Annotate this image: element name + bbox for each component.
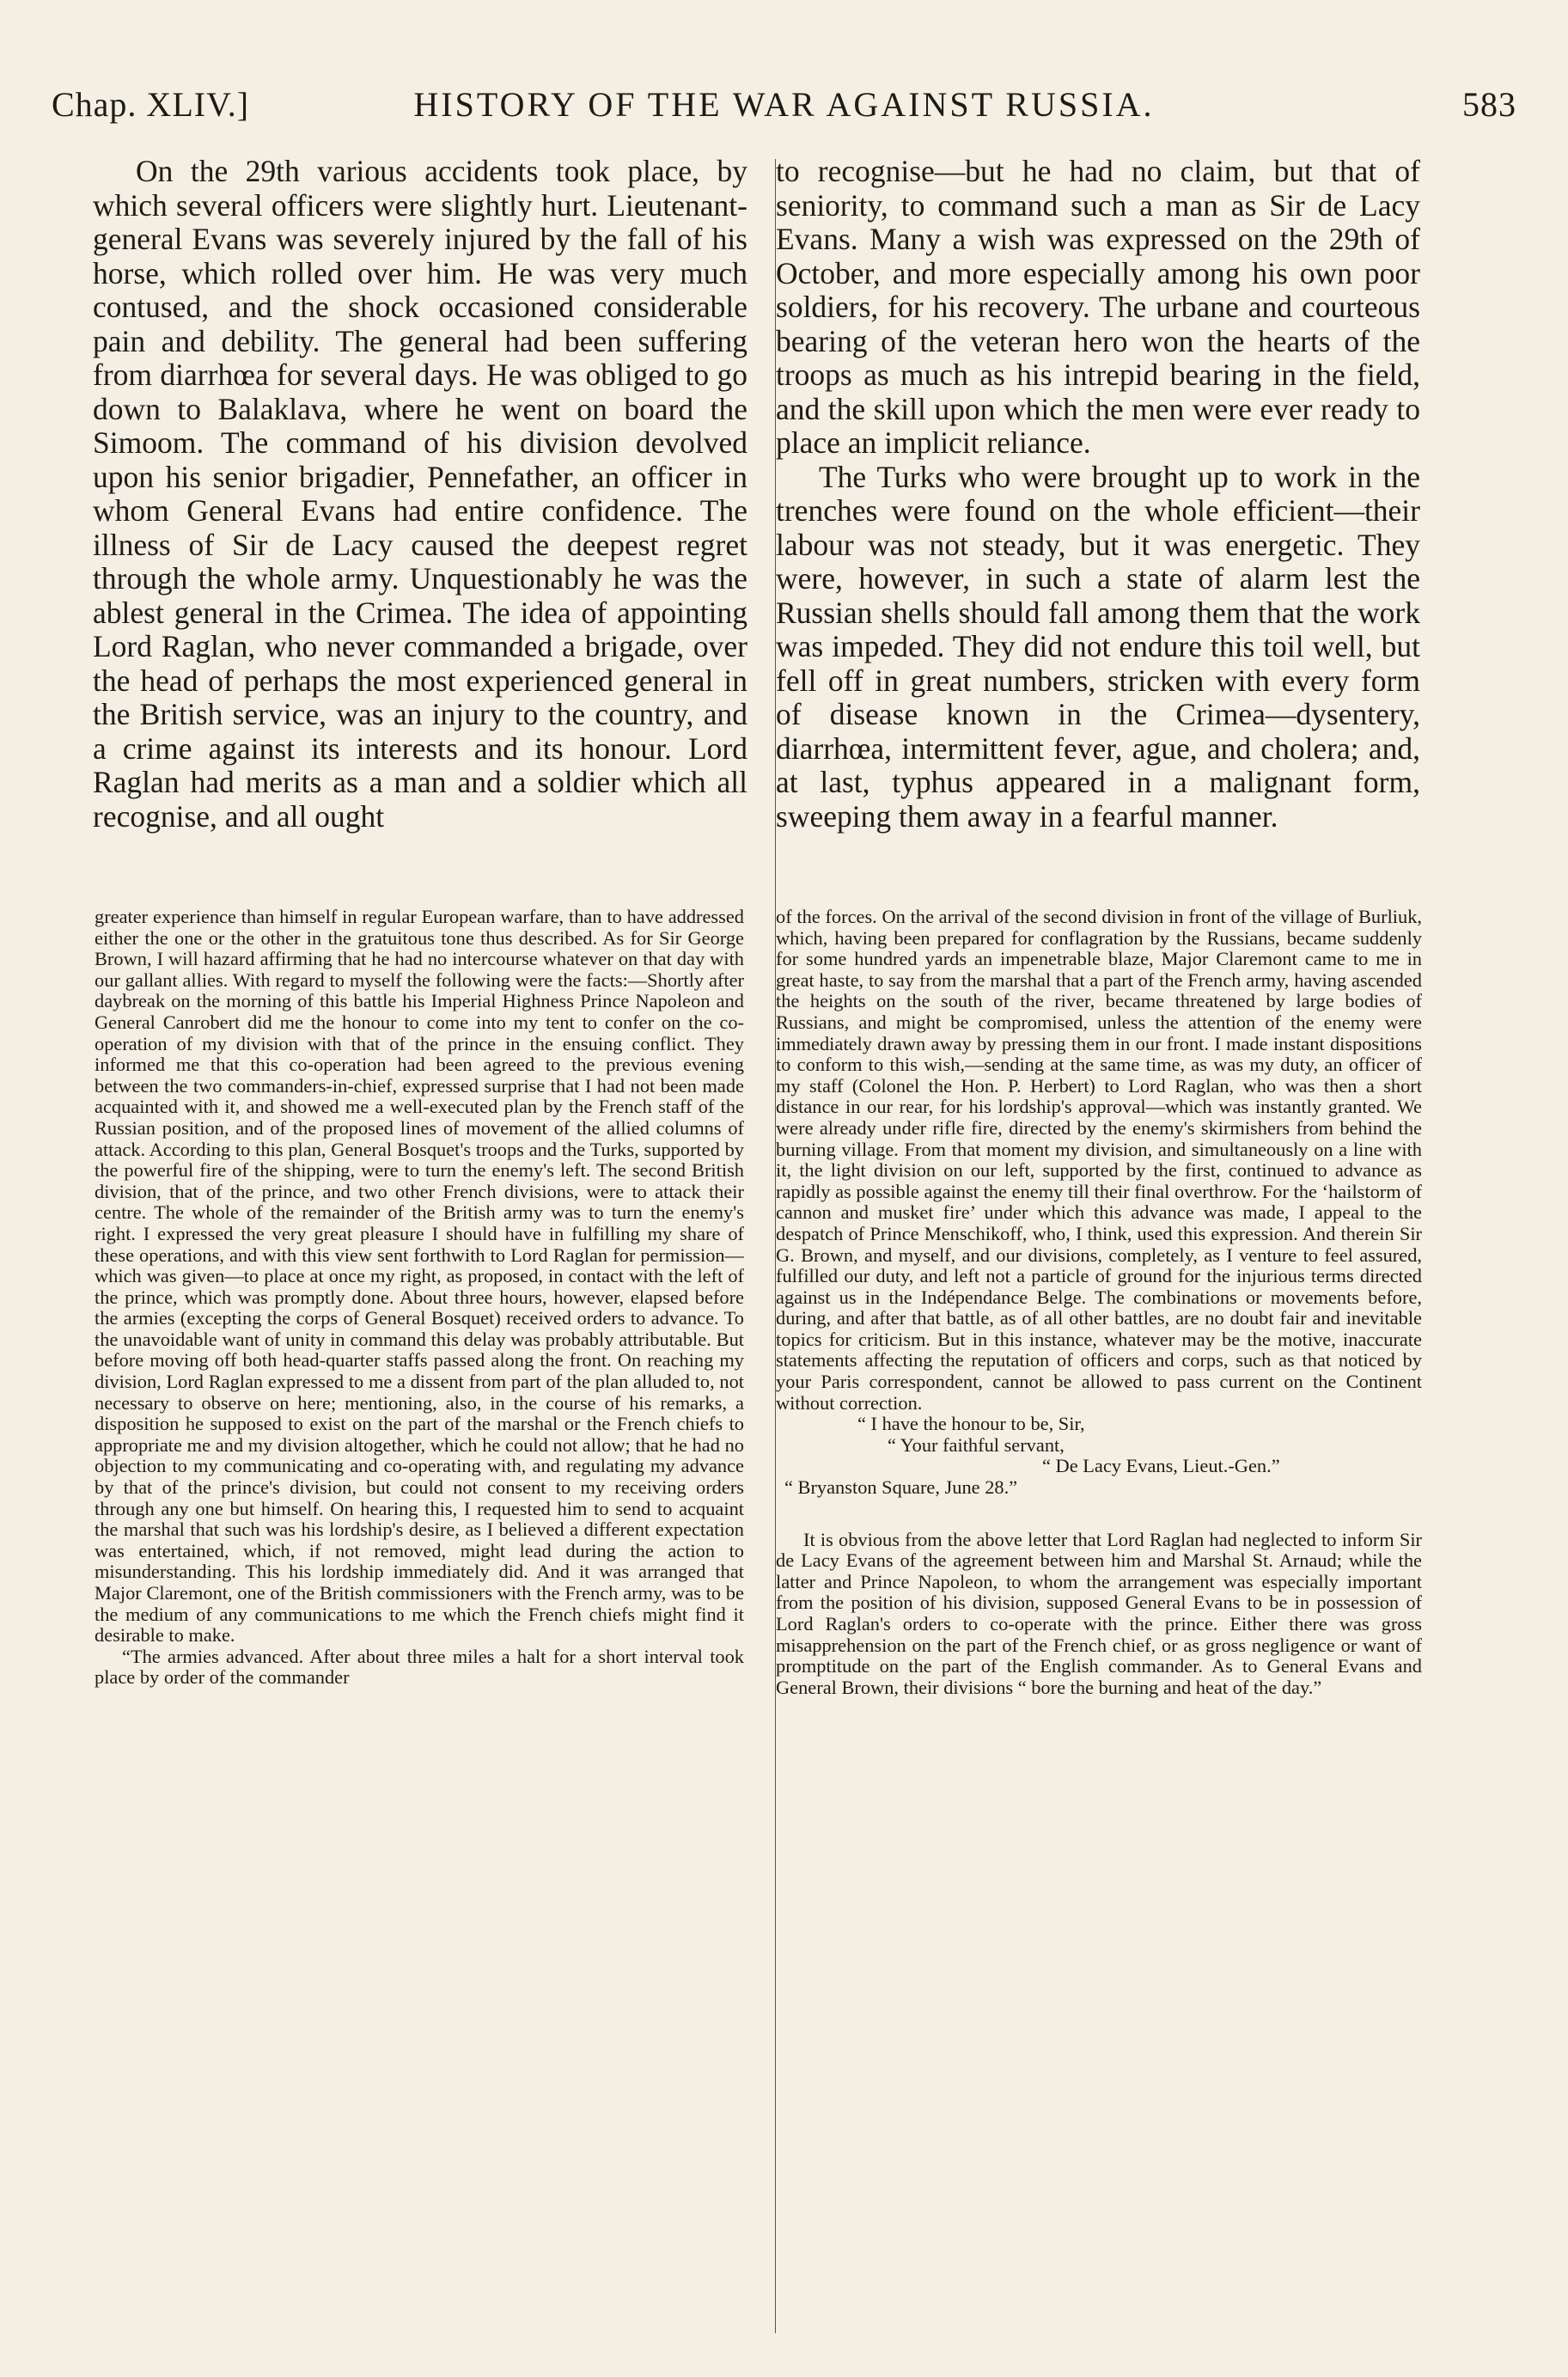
- spacer: [776, 1499, 1422, 1530]
- right-column-main-text: [776, 155, 1420, 902]
- paragraph: The Turks who were brought up to work in the trenches were found on the whole efficient—their labour was not steady, but it was energetic. They were, however, in such a state of alarm lest the Russian shells should fall among them that the work was impeded. They did not endure this toil well, but fell off in great numbers, stricken with every form of disease known in the Crimea—dysentery, diarrhœa, intermittent fever, ague, and cholera; and, at last, typhus appeared in a malignant form, sweeping them away in a fearful manner.: [776, 459, 1420, 834]
- page-number: 583: [1462, 85, 1516, 124]
- paragraph: to recognise—but he had no claim, but that of seniority, to command such a man as Sir de Lacy Evans. Many a wish was expressed on the 29th of October, and more especially among his own poor soldiers, for his recovery. The urbane and courteous bearing of the veteran hero won the hearts of the troops as much as his intrepid bearing in the field, and the skill upon which the men were ever ready to place an implicit reliance.: [776, 155, 1420, 460]
- signature-line: “ Your faithful servant,: [888, 1433, 1065, 1456]
- left-column-main-text: [93, 155, 747, 885]
- running-header: [52, 84, 1516, 136]
- paragraph: of the forces. On the arrival of the second division in front of the village of Burliuk, which, having been prepared for conflagration by the Russians, became suddenly for some hundred yards an impenetrable blaze, Major Claremont came to me in great haste, to say from the marshal that a part of the French army, having ascended the heights on the south of the river, became threatened by large bodies of Russians, and might be compromised, unless the attention of the enemy were immediately drawn away by pressing them in our front. I made instant dispositions to conform to this wish,—sending at the same time, as was my duty, an officer of my staff (Colonel the Hon. P. Herbert) to Lord Raglan, who was then a short distance in our rear, for his lordship's approval—which was instantly granted. We were already under rifle fire, directed by the enemy's skirmishers from behind the burning village. From that moment my division, and simultaneously on a line with it, the light division on our left, supported by the first, continued to advance as rapidly as possible against the enemy till their final overthrow. For the ‘hailstorm of cannon and musket fire’ under which this advance was made, I appeal to the despatch of Prince Menschikoff, who, I think, used this expression. And therein Sir G. Brown, and myself, and our divisions, completely, as I venture to feel assured, fulfilled our duty, and left not a particle of ground for the injurious terms directed against us in the Indépendance Belge. The combinations or movements before, during, and after that battle, as of all other battles, are no doubt fair and inevitable topics for criticism. But in this instance, whatever may be the motive, inaccurate statements affecting the reputation of officers and corps, such as that noticed by your Paris correspondent, cannot be allowed to pass current on the Continent without correction.: [776, 907, 1422, 1414]
- paragraph: greater experience than himself in regular European warfare, than to have addressed either the one or the other in the gratuitous tone thus described. As for Sir George Brown, I will hazard affirming that he had no intercourse whatever on that day with our gallant allies. With regard to myself the following were the facts:—Shortly after daybreak on the morning of this battle his Imperial Highness Prince Napoleon and General Canrobert did me the honour to come into my tent to confer on the co-operation of my division with that of the prince in the ensuing conflict. They informed me that this co-operation had been agreed to the previous evening between the two commanders-in-chief, expressed surprise that I had not been made acquainted with it, and showed me a well-executed plan by the French staff of the Russian position, and of the proposed lines of movement of the allied columns of attack. According to this plan, General Bosquet's troops and the Turks, supported by the powerful fire of the shipping, were to turn the enemy's left. The second British division, that of the prince, and two other French divisions, were to attack their centre. The whole of the remainder of the British army was to turn the enemy's right. I expressed the very great pleasure I should have in fulfilling my share of these operations, and with this view sent forthwith to Lord Raglan for permission—which was given—to place at once my right, as proposed, in contact with the left of the prince, which was promptly done. About three hours, however, elapsed before the armies (excepting the corps of General Bosquet) received orders to advance. To the unavoidable want of unity in command this delay was probably attributable. But before moving off both head-quarter staffs passed along the front. On reaching my division, Lord Raglan expressed to me a dissent from part of the plan alluded to, not necessary to observe on here; mentioning, also, in the course of his remarks, a disposition he supposed to exist on the part of the marshal or the French chiefs to appropriate me and my division altogether, which he could not allow; that he had no objection to my communicating and co-operating with, and regulating my advance by that of the prince's division, but could not consent to my receiving orders through any one but himself. On hearing this, I requested him to send to acquaint the marshal that such was his lordship's desire, as I believed a different expectation was entertained, which, if not removed, might lead during the action to misunderstanding. This his lordship immediately did. And it was arranged that Major Claremont, one of the British commissioners with the French army, was to be the medium of any communications to me which the French chiefs might find it desirable to make.: [95, 907, 744, 1647]
- paragraph: On the 29th various accidents took place, by which several officers were slightly hurt. Lieutenant-general Evans was severely injured by the fall of his horse, which rolled over him. He was very much contused, and the shock occasioned considerable pain and debility. The general had been suffering from diarrhœa for several days. He was obliged to go down to Balaklava, where he went on board the Simoom. The command of his division devolved upon his senior brigadier, Pennefather, an officer in whom General Evans had entire confidence. The illness of Sir de Lacy caused the deepest regret through the whole army. Unquestionably he was the ablest general in the Crimea. The idea of appointing Lord Raglan, who never commanded a brigade, over the head of perhaps the most experienced general in the British service, was an injury to the country, and a crime against its interests and its honour. Lord Raglan had merits as a man and a soldier which all recognise, and all ought: [93, 155, 747, 834]
- signature-line: “ I have the honour to be, Sir,: [857, 1413, 1085, 1435]
- chapter-label: Chap. XLIV.]: [52, 85, 250, 124]
- signature-line: “ De Lacy Evans, Lieut.-Gen.”: [1042, 1455, 1280, 1477]
- left-column-letter-text: [95, 907, 744, 2333]
- paragraph: It is obvious from the above letter that Lord Raglan had neglected to inform Sir de Lacy Evans of the agreement between him and Marshal St. Arnaud; while the latter and Prince Napoleon, to whom the arrangement was especially important from the position of his division, supposed General Evans to be in possession of Lord Raglan's orders to co-operate with the prince. Either there was gross misapprehension on the part of the French chief, or as gross negligence or want of promptitude on the part of the English commander. As to General Evans and General Brown, their divisions “ bore the burning and heat of the day.”: [776, 1528, 1422, 1698]
- signature-line: “ Bryanston Square, June 28.”: [784, 1476, 1018, 1499]
- running-title: HISTORY OF THE WAR AGAINST RUSSIA.: [413, 85, 1155, 124]
- right-column-letter-text: [776, 907, 1422, 2333]
- paragraph: “The armies advanced. After about three miles a halt for a short interval took place by order of the commander: [95, 1645, 744, 1689]
